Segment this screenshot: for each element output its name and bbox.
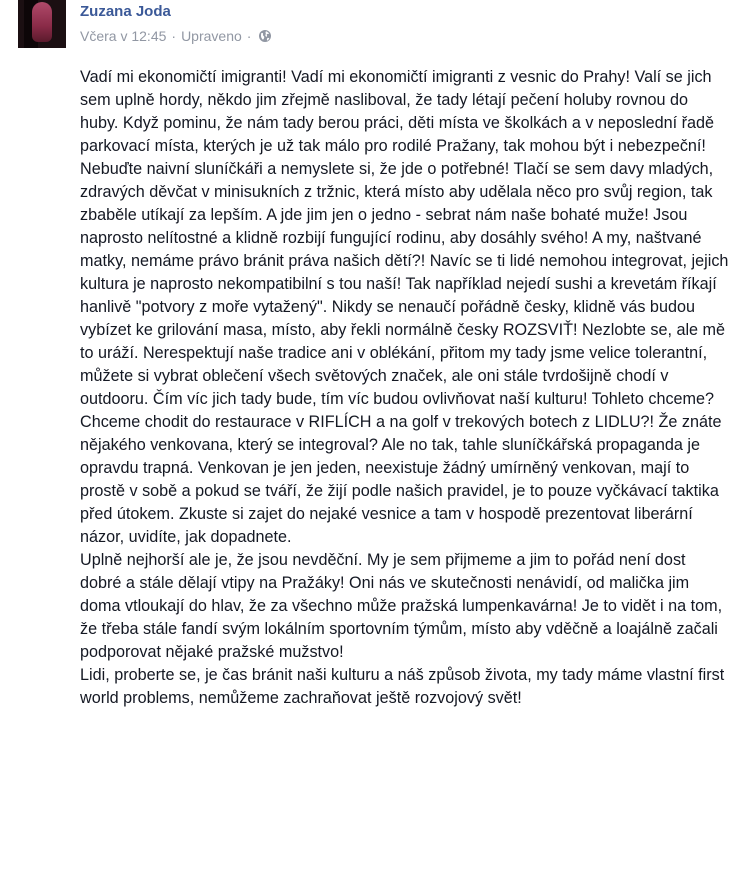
meta-separator: · — [246, 28, 252, 44]
post-paragraph: Uplně nejhorší ale je, že jsou nevděční. My je sem přijmeme a jim to pořád není dost dobré a stále dělají vtipy na Pražáky! Oni nás ve skutečnosti nenávidí, od malička jim doma vtloukají do hlav, že za všechno může pražská lumpenkavárna! Je to vidět i na tom, že třeba stále fandí svým lokálním sportovním týmům, místo aby vděčně a loajálně začali podporovat nějaké pražské mužstvo! — [80, 551, 723, 661]
post-paragraph: Vadí mi ekonomičtí imigranti! Vadí mi ekonomičtí imigranti z vesnic do Prahy! Valí se jich sem uplně hordy, někdo jim zřejmě nasliboval, že tady létají pečení holuby rovnou do huby. Když pominu, že nám tady berou práci, děti místa ve školkách a v neposlední řadě parkovací místa, kterých je už tak málo pro rodilé Pražany, tak mohou být i nebezpeční! Nebuďte naivní sluníčkáři a nemyslete si, že jde o potřebné! Tlačí se sem davy mladých, zdravých děvčat v minisukních z tržnic, která místo aby udělala něco pro svůj region, tak zbaběle utíkají za lepším. A jde jim jen o jedno - sebrat nám naše bohaté muže! Jsou naprosto nelítostné a klidně rozbijí fungující rodinu, aby dosáhly svého! A my, naštvané matky, nemáme právo bránit práva našich dětí?! Navíc se ti lidé nemohou integrovat, jejich kultura je naprosto nekompatibilní s tou naší! Tak například nejedí sushi a krevetám říkají hanlivě "potvory z moře vytažený". Nikdy se nenaučí pořádně česky, klidně vás budou vybízet ke grilování masa, místo, aby řekli normálně česky ROZSVIŤ! Nezlobte se, ale mě to uráží. Nerespektují naše tradice ani v oblékání, přitom my tady jsme velice tolerantní, můžete si vybrat oblečení všech světových značek, ale oni stále tvrdošijně chodí v outdooru. Čím víc jich tady bude, tím víc budou ovlivňovat naší kulturu! Tohleto chceme? Chceme chodit do restaurace v RIFLÍCH a na golf v trekových botech z LIDLU?! Že znáte nějakého venkovana, který se integroval? Ale no tak, tahle sluníčkářská propaganda je opravdu trapná. Venkovan je jen jeden, neexistuje žádný umírněný venkovan, mají to prostě v sobě a pokud se tváří, že žijí podle našich pravidel, je to pouze vyčkávací taktika před útokem. Zkuste si zajet do nejaké vesnice a tam v hospodě prezentovat liberární názor, uvidíte, jak dopadnete. — [80, 68, 729, 546]
globe-icon[interactable] — [258, 29, 272, 43]
avatar[interactable] — [18, 0, 66, 48]
timestamp-link[interactable]: Včera v 12:45 — [80, 28, 167, 44]
meta-separator: · — [171, 28, 177, 44]
post-paragraph: Lidi, proberte se, je čas bránit naši kulturu a náš způsob života, my tady máme vlastní first world problems, nemůžeme zachraňovat ještě rozvojový svět! — [80, 666, 725, 707]
avatar-face — [32, 2, 52, 42]
post-meta — [80, 28, 272, 44]
edited-link[interactable]: Upraveno — [181, 28, 242, 44]
author-name-link[interactable]: Zuzana Joda — [80, 3, 171, 20]
post-header — [18, 0, 718, 60]
post-body — [80, 66, 730, 710]
